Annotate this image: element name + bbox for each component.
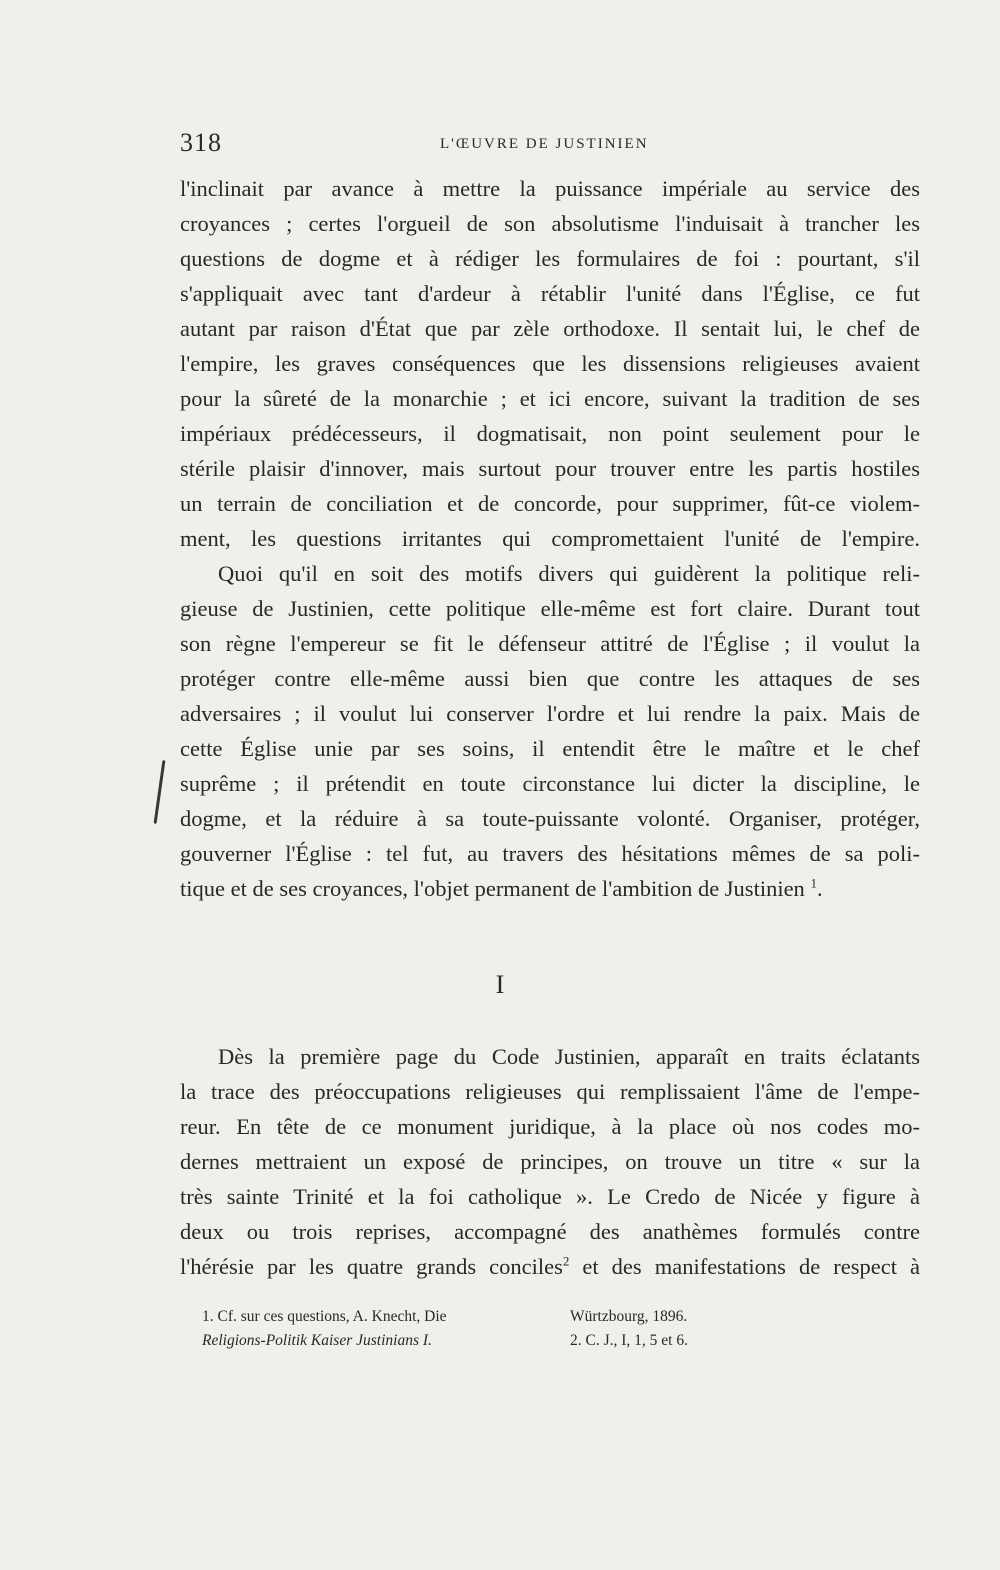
text-line: reur. En tête de ce monument juridique, à la place où nos codes mo- bbox=[180, 1114, 920, 1139]
text-line: la trace des préoccupations religieuses qui remplissaient l'âme de l'empe- bbox=[180, 1079, 920, 1104]
text-line: stérile plaisir d'innover, mais surtout pour trouver entre les partis hostiles bbox=[180, 456, 920, 481]
page-header bbox=[180, 128, 920, 162]
text-line: croyances ; certes l'orgueil de son absolutisme l'induisait à trancher les bbox=[180, 211, 920, 236]
text-line: adversaires ; il voulut lui conserver l'ordre et lui rendre la paix. Mais de bbox=[180, 701, 920, 726]
text-line: s'appliquait avec tant d'ardeur à rétablir l'unité dans l'Église, ce fut bbox=[180, 281, 920, 306]
text-line: pour la sûreté de la monarchie ; et ici encore, suivant la tradition de ses bbox=[180, 386, 920, 411]
text-line: gouverner l'Église : tel fut, au travers des hésitations mêmes de sa poli- bbox=[180, 841, 920, 866]
text-line bbox=[180, 1252, 920, 1282]
margin-mark bbox=[154, 760, 166, 824]
text-fragment: . bbox=[816, 876, 823, 901]
section-heading: I bbox=[495, 970, 505, 999]
text-fragment: tique et de ses croyances, l'objet permanent de l'ambition de Justinien bbox=[180, 876, 805, 901]
text-line: questions de dogme et à rédiger les formulaires de foi : pourtant, s'il bbox=[180, 246, 920, 271]
text-line: deux ou trois reprises, accompagné des anathèmes formulés contre bbox=[180, 1219, 920, 1244]
text-line: Quoi qu'il en soit des motifs divers qui guidèrent la politique reli- bbox=[218, 561, 920, 586]
text-line: très sainte Trinité et la foi catholique ». Le Credo de Nicée y figure à bbox=[180, 1184, 920, 1209]
text-line: protéger contre elle-même aussi bien que contre les attaques de ses bbox=[180, 666, 920, 691]
text-line: impériaux prédécesseurs, il dogmatisait, non point seulement pour le bbox=[180, 421, 920, 446]
text-line: ment, les questions irritantes qui compromettaient l'unité de l'empire. bbox=[180, 526, 920, 551]
text-line bbox=[180, 874, 920, 904]
text-line: gieuse de Justinien, cette politique elle-même est fort claire. Durant tout bbox=[180, 596, 920, 621]
footnotes-right-column bbox=[570, 1305, 910, 1353]
text-line: son règne l'empereur se fit le défenseur attitré de l'Église ; il voulut la bbox=[180, 631, 920, 656]
text-line: dernes mettraient un exposé de principes, on trouve un titre « sur la bbox=[180, 1149, 920, 1174]
text-line: Dès la première page du Code Justinien, apparaît en traits éclatants bbox=[218, 1044, 920, 1069]
text-fragment: l'hérésie par les quatre grands conciles bbox=[180, 1254, 563, 1279]
footnote-ref[interactable]: 2 bbox=[562, 1253, 570, 1269]
text-line: l'empire, les graves conséquences que les dissensions religieuses avaient bbox=[180, 351, 920, 376]
text-line: suprême ; il prétendit en toute circonstance lui dicter la discipline, le bbox=[180, 771, 920, 796]
text-line: dogme, et la réduire à sa toute-puissante volonté. Organiser, protéger, bbox=[180, 806, 920, 831]
footnote-line: 1. Cf. sur ces questions, A. Knecht, Die bbox=[202, 1308, 447, 1325]
text-line: cette Église unie par ses soins, il entendit être le maître et le chef bbox=[180, 736, 920, 761]
running-title: L'ŒUVRE DE JUSTINIEN bbox=[440, 136, 649, 152]
text-fragment: et des manifestations de respect à bbox=[569, 1254, 920, 1279]
footnote-line: Würtzbourg, 1896. bbox=[570, 1308, 688, 1325]
text-line: autant par raison d'État que par zèle orthodoxe. Il sentait lui, le chef de bbox=[180, 316, 920, 341]
text-line: l'inclinait par avance à mettre la puissance impériale au service des bbox=[180, 176, 920, 201]
page-number: 318 bbox=[180, 128, 222, 157]
footnote-ref[interactable]: 1 bbox=[810, 875, 817, 891]
footnote-line: Religions-Politik Kaiser Justinians I. bbox=[202, 1332, 432, 1349]
text-line: un terrain de conciliation et de concorde, pour supprimer, fût-ce violem- bbox=[180, 491, 920, 516]
footnote-line: 2. C. J., I, 1, 5 et 6. bbox=[570, 1332, 688, 1349]
footnotes-left-column bbox=[202, 1305, 562, 1353]
